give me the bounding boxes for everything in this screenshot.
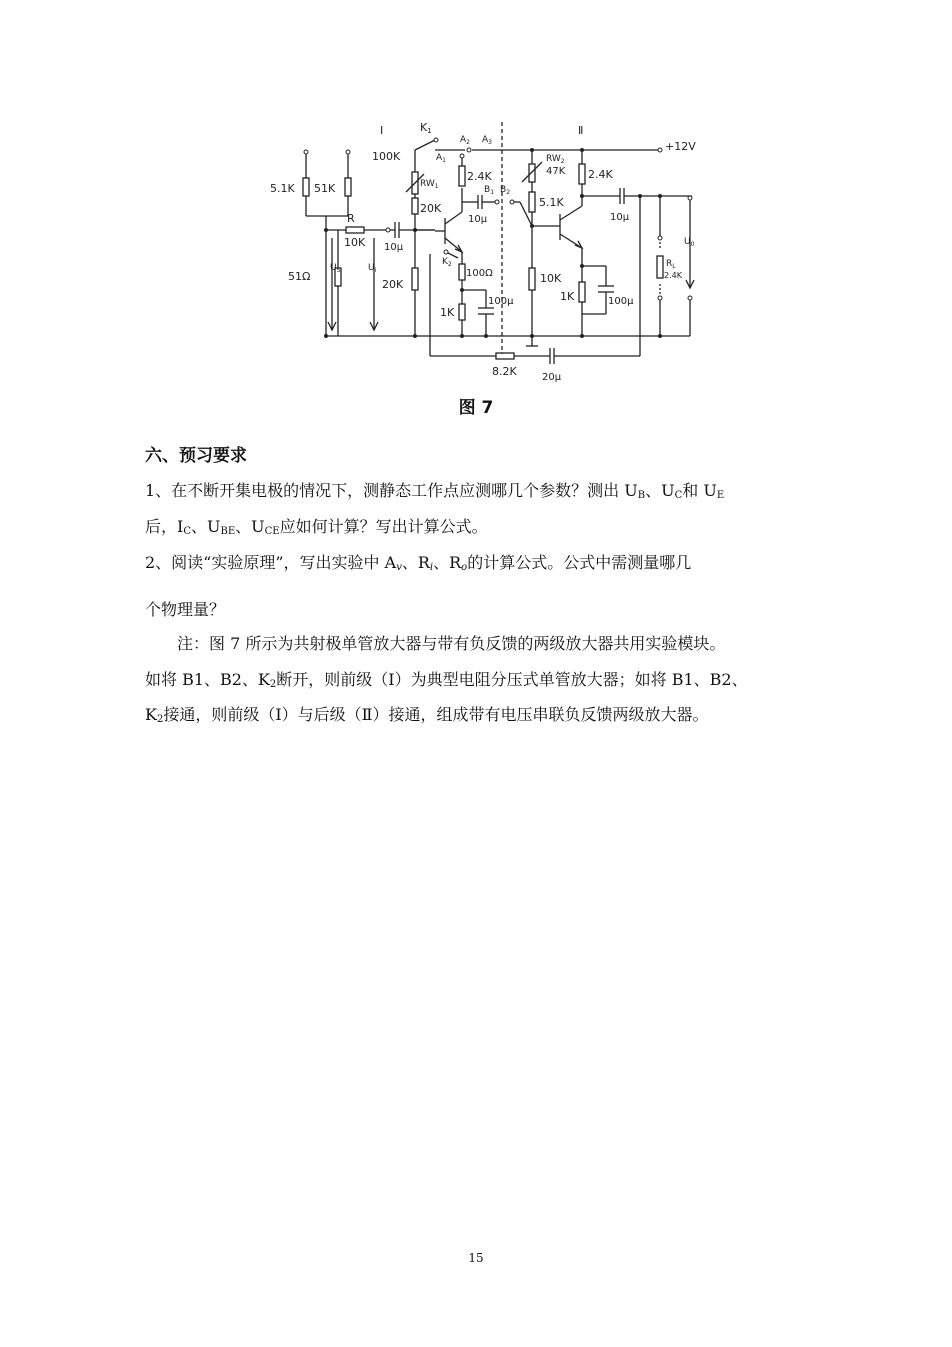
page-number: 15	[468, 1251, 484, 1265]
label-r: R	[347, 212, 355, 225]
note-line-1: 注：图 7 所示为共射极单管放大器与带有负反馈的两级放大器共用实验模块。	[177, 634, 726, 653]
label-r1k-2: 1K	[560, 290, 575, 303]
label-rw1: $RW_1$	[420, 179, 439, 190]
label-vcc: +12V	[665, 140, 696, 153]
label-uo: $U_0$	[684, 237, 695, 248]
label-a3: $A_3$	[482, 135, 492, 146]
label-r100ohm: 100Ω	[466, 268, 493, 279]
label-c100u-1: 100μ	[488, 296, 514, 307]
note-line-3: $K_2$接通，则前级（Ⅰ）与后级（Ⅱ）接通，组成带有电压串联负反馈两级放大器。	[145, 705, 709, 725]
label-r10k: 10K	[344, 236, 366, 249]
note-line-2: 如将 B1、B2、$K_2$断开，则前级（Ⅰ）为典型电阻分压式单管放大器；如将 B1、B2、	[145, 670, 748, 690]
section-heading: 六、预习要求	[145, 446, 247, 466]
figure-caption: 图 7	[458, 398, 494, 418]
label-r24k-2: 2.4K	[588, 168, 613, 181]
question-1-line-2: 后，$I_C$、$U_{BE}$、$U_{CE}$应如何计算？写出计算公式。	[145, 517, 488, 537]
label-r20k-bot: 20K	[382, 278, 404, 291]
label-b2: $B_2$	[500, 185, 511, 196]
label-rl: $R_L$	[666, 259, 676, 270]
label-stage2: Ⅱ	[578, 124, 584, 137]
question-2-line-2: 个物理量？	[145, 600, 226, 619]
label-r51k-b: 51K	[314, 182, 336, 195]
label-a1: $A_1$	[436, 153, 446, 164]
label-b1: $B_1$	[484, 185, 495, 196]
label-r1k-1: 1K	[440, 306, 455, 319]
label-k1: K1	[420, 121, 432, 135]
label-r82k: 8.2K	[492, 365, 517, 378]
label-c10u-out: 10μ	[610, 212, 630, 223]
label-r10k-2: 10K	[540, 272, 562, 285]
label-stage1: Ⅰ	[380, 124, 384, 137]
label-a2: $A_2$	[460, 135, 470, 146]
label-r100k: 100K	[372, 150, 401, 163]
question-1-line-1: 1、在不断开集电极的情况下，测静态工作点应测哪几个参数？测出 $U_B$、$U_C$和 $U_E$	[145, 481, 725, 501]
label-rw2-val: 47K	[546, 166, 566, 177]
question-2-line-1: 2、阅读“实验原理”，写出实验中 $A_v$、$R_i$、$R_o$的计算公式。公式中需测量哪几	[145, 553, 692, 573]
label-r51k-in: 5.1K	[270, 182, 295, 195]
label-c10u-in: 10μ	[384, 242, 404, 253]
label-r24k-1: 2.4K	[467, 170, 492, 183]
label-c20u: 20μ	[542, 372, 562, 383]
label-rl-val: 2.4K	[664, 271, 682, 280]
label-r51k-2: 5.1K	[539, 196, 564, 209]
label-r20k-top: 20K	[420, 202, 442, 215]
label-r51ohm: 51Ω	[288, 270, 311, 283]
circuit-diagram	[260, 118, 710, 390]
label-c100u-2: 100μ	[608, 296, 634, 307]
label-ui: $U_i$	[368, 263, 377, 274]
label-rw2: $RW_2$	[546, 154, 565, 165]
label-us: $U_S$	[330, 263, 341, 274]
label-c10u-1: 10μ	[468, 214, 488, 225]
label-k2: $K_2$	[442, 257, 452, 268]
